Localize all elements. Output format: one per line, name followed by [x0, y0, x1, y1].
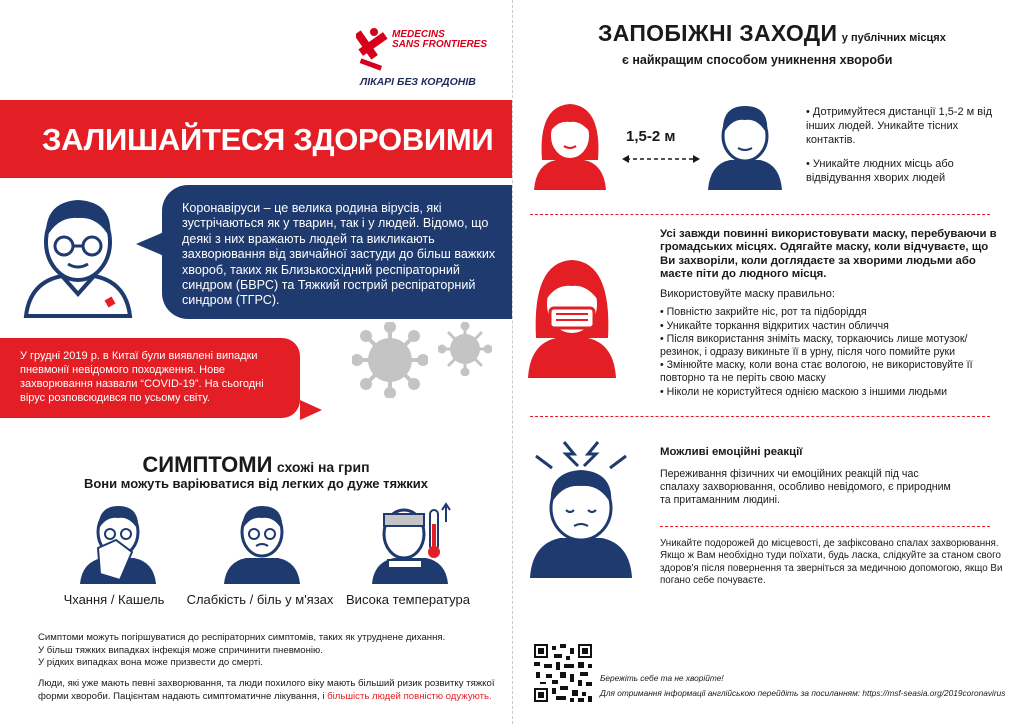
- speech-bubble-tail: [136, 232, 164, 256]
- mask-rule: • Повністю закрийте ніс, рот та підборіддя: [660, 306, 867, 318]
- prevention-title: ЗАПОБІЖНІ ЗАХОДИ: [598, 20, 838, 46]
- logo-subtitle: ЛІКАРІ БЕЗ КОРДОНІВ: [360, 76, 476, 88]
- virus-small-icon: [438, 322, 492, 376]
- symptom-notes: [38, 632, 498, 670]
- travel-advice: Уникайте подорожей до місцевості, де зафіксовано спалах захворювання. Якщо ж Вам необхідно туди поїхати, будь ласка, слідкуйте за станом свого здоров'я після повернення та зверніться за медичною допомогою, якщо Ви погано себе почуваєте.: [660, 538, 1003, 587]
- note-line: Симптоми можуть погіршуватися до респіраторних симптомів, таких як утруднене дихання.: [38, 632, 446, 643]
- note-line: У більш тяжких випадках інфекція може спричинити пневмонію.: [38, 644, 323, 656]
- risk-highlight: більшість людей повністю одужують.: [327, 690, 492, 702]
- symptoms-title-suffix: схожі на грип: [276, 459, 370, 475]
- double-arrow-icon: [622, 154, 700, 164]
- man-icon: [706, 98, 784, 190]
- mask-rule: • Змінюйте маску, коли вона стає вологою, не використовуйте її повторно та не періть свою маску: [660, 359, 973, 384]
- section-divider: [530, 214, 990, 215]
- title-banner: [0, 100, 512, 178]
- bullet-item: • Уникайте людних місць або відвідування хворих людей: [806, 158, 954, 184]
- prevention-heading: [598, 20, 946, 47]
- person-with-glasses-icon: [22, 190, 134, 318]
- page-title: ЗАЛИШАЙТЕСЯ ЗДОРОВИМИ: [42, 122, 494, 157]
- qr-code-icon[interactable]: [532, 642, 594, 704]
- footer-link-note[interactable]: Для отримання інформації англійською перейдіть за посиланням: https://msf-seasia.org/2019coronavirus: [600, 688, 1006, 698]
- symptoms-subtitle: Вони можуть варіюватися від легких до дуже тяжких: [83, 476, 429, 491]
- prevention-subtitle: є найкращим способом уникнення хвороби: [622, 53, 893, 67]
- symptoms-title: СИМПТОМИ: [142, 452, 273, 477]
- mask-rule: • Після використання зніміть маску, торкаючись лише мотузок/резинок, і одразу викиньте її в урну, після чого помийте руки: [660, 333, 968, 358]
- outbreak-text: У грудні 2019 р. в Китаї були виявлені випадки пневмонії невідомого походження. Нове захворювання назвали “COVID-19”. На сьогодні вірус розповсюдився по усьому світу.: [20, 350, 264, 404]
- footer-wish: Бережіть себе та не хворійте!: [600, 673, 724, 683]
- risk-text: Люди, які уже мають певні захворювання, та люди похилого віку мають більший ризик розвитку тяжкої форми хвороби. Пацієнтам надають симптоматичне лікування, і: [38, 678, 495, 702]
- weak-person-icon: [216, 500, 308, 584]
- section-divider: [530, 416, 990, 417]
- intro-text: Коронавіруси – це велика родина вірусів, які зустрічаються як у тварин, так і у людей. Відомо, що деякі з них вражають людей та викликають захворювання від звичайної застуди до більш важких хвороб, таких як Близькосхідний респіраторний синдром (БВРС) та Тяжкий гострий респіраторний синдром (ТГРС).: [182, 201, 496, 308]
- risk-note: [38, 678, 498, 703]
- bullet-item: • Дотримуйтеся дистанції 1,5-2 м від інших людей. Уникайте тісних контактів.: [806, 106, 993, 146]
- outbreak-callout: [0, 338, 300, 418]
- callout-tail: [300, 400, 322, 420]
- mask-rules-list: [660, 306, 1000, 399]
- mask-heading: Усі завжди повинні використовувати маску, перебуваючи в громадських місцях. Одягайте маску, коли відчуваєте, що Ви захворіли, коли доглядаєте за хворими людьми або маєте піти до людного місця.: [660, 228, 997, 281]
- worried-person-icon: [526, 440, 636, 578]
- logo-line2: SANS FRONTIERES: [392, 39, 488, 50]
- sneezing-person-icon: [72, 500, 164, 584]
- page-fold-divider: [512, 0, 513, 724]
- emotions-heading: Можливі емоційні реакції: [660, 446, 803, 458]
- symptom-label-sneeze: Чхання / Кашель: [63, 592, 165, 607]
- fever-thermometer-icon: [364, 500, 456, 584]
- woman-icon: [532, 98, 608, 190]
- logo-line1: MEDECINS: [392, 29, 445, 40]
- mask-rule: • Уникайте торкання відкритих частин обличчя: [660, 319, 889, 332]
- emotions-text: Переживання фізичних чи емоційних реакцій під час спалаху захворювання, особливо невідомого, є природним та притаманним людині.: [660, 468, 951, 506]
- mask-rule: • Ніколи не користуйтеся однією маскою з іншими людьми: [660, 385, 948, 398]
- note-line: У рідких випадках вона може призвести до смерті.: [38, 657, 263, 668]
- virus-icon: [352, 322, 428, 398]
- distance-bullets: [806, 105, 996, 195]
- logo-wordmark: [392, 30, 487, 50]
- mask-use-label: Використовуйте маску правильно:: [660, 288, 835, 300]
- woman-with-mask-icon: [526, 248, 618, 378]
- intro-speech-bubble: [162, 185, 512, 319]
- symptom-label-weakness: Слабкість / біль у м'язах: [186, 592, 334, 607]
- section-divider: [660, 526, 990, 527]
- symptom-label-fever: Висока температура: [346, 592, 470, 607]
- symptoms-heading: [0, 452, 512, 478]
- prevention-title-suffix: у публічних місцях: [841, 32, 946, 44]
- distance-label: 1,5-2 м: [626, 128, 676, 145]
